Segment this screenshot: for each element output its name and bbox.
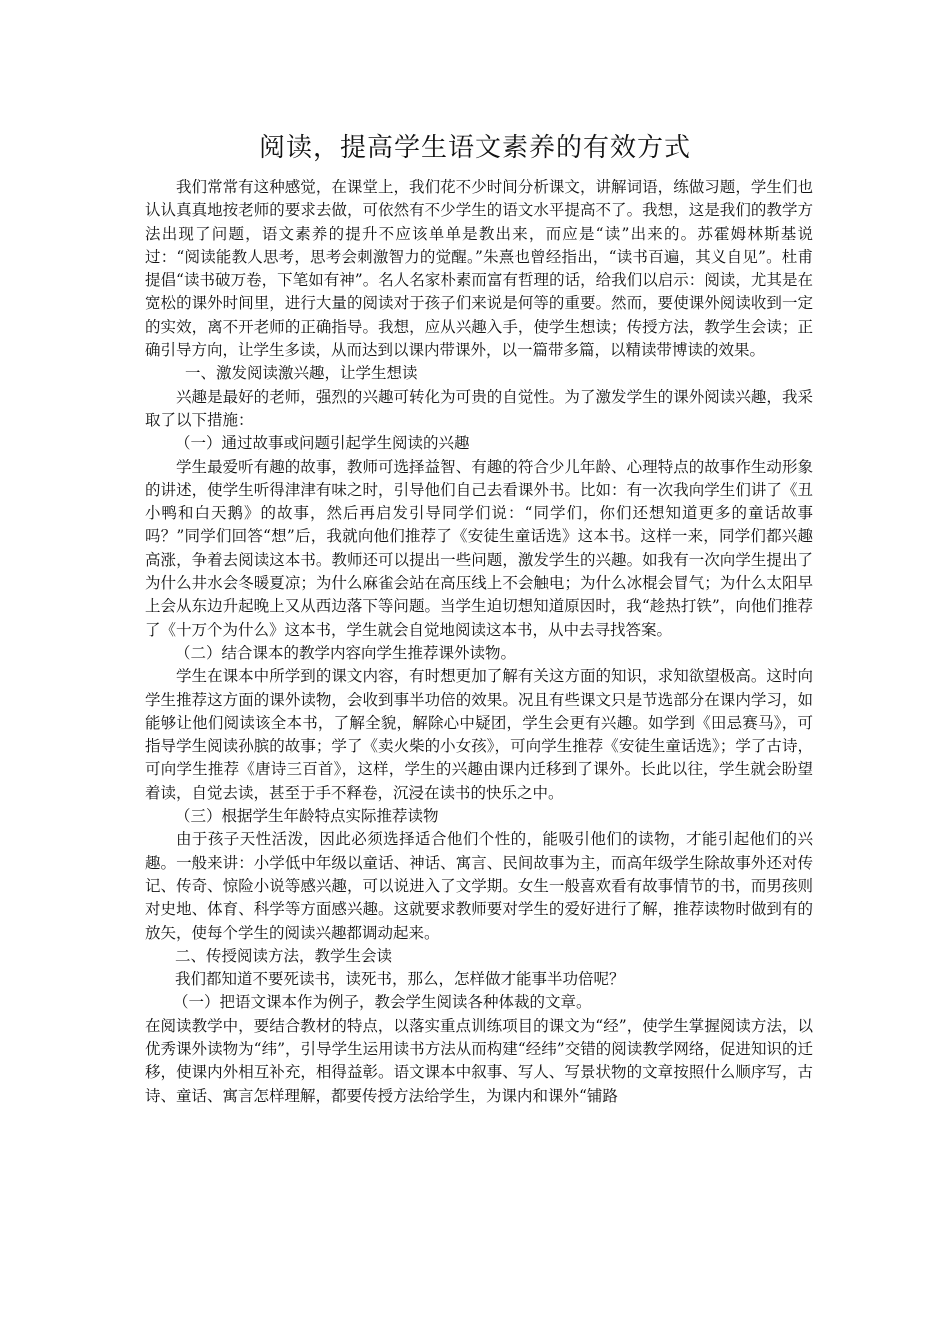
section-heading-2: 二、传授阅读方法，教学生会读 <box>175 946 393 965</box>
document-title: 阅读，提高学生语文素养的有效方式 <box>258 133 691 163</box>
intro-paragraph: 我们常常有这种感觉，在课堂上，我们花不少时间分析课文，讲解词语，练做习题，学生们也认认真真地按老师的要求去做，可依然有不少学生的语文水平提高不了。我想，这是我们的教学方法出现了问题，语文素养的提升不应该单单是教出来，而应是“读”出来的。苏霍姆林斯基说过：“阅读能教人思考，思考会刺激智力的觉醒。”朱熹也曾经指出，“读书百遍，其义自见”。杜甫提倡“读书破万卷，下笔如有神”。名人名家朴素而富有哲理的话，给我们以启示：阅读，尤其是在宽松的课外时间里，进行大量的阅读对于孩子们来说是何等的重要。然而，要使课外阅读收到一定的实效，离不开老师的正确指导。我想，应从兴趣入手，使学生想读；传授方法，教学生会读；正确引导方向，让学生多读，从而达到以课内带课外，以一篇带多篇，以精读带博读的效果。 <box>145 178 813 360</box>
paragraph: 学生最爱听有趣的故事，教师可选择益智、有趣的符合少儿年龄、心理特点的故事作生动形象的讲述，使学生听得津津有味之时，引导他们自己去看课外书。比如：有一次我向学生们讲了《丑小鸭和白天鹅》的故事，然后再启发引导同学们说：“同学们，你们还想知道更多的童话故事吗？”同学们回答“想”后，我就向他们推荐了《安徒生童话选》这本书。这样一来，同学们都兴趣高涨，争着去阅读这本书。教师还可以提出一些问题，激发学生的兴趣。如我有一次向学生提出了为什么井水会冬暖夏凉；为什么麻雀会站在高压线上不会触电；为什么冰棍会冒气；为什么太阳早上会从东边升起晚上又从西边落下等问题。当学生迫切想知道原因时，我“趁热打铁”，向他们推荐了《十万个为什么》这本书，学生就会自觉地阅读这本书，从中去寻找答案。 <box>145 457 813 639</box>
paragraph: 兴趣是最好的老师，强烈的兴趣可转化为可贵的自觉性。为了激发学生的课外阅读兴趣，我采取了以下措施： <box>145 387 813 429</box>
subsection-heading-1-3: （三）根据学生年龄特点实际推荐读物 <box>175 807 439 826</box>
paragraph: 学生在课本中所学到的课文内容，有时想更加了解有关这方面的知识，求知欲望极高。这时向学生推荐这方面的课外读物，会收到事半功倍的效果。况且有些课文只是节选部分在课内学习，如能够让他们阅读该全本书，了解全貌，解除心中疑团，学生会更有兴趣。如学到《田忌赛马》，可指导学生阅读孙膑的故事；学了《卖火柴的小女孩》，可向学生推荐《安徒生童话选》；学了古诗，可向学生推荐《唐诗三百首》，这样，学生的兴趣由课内迁移到了课外。长此以往，学生就会盼望着读，自觉去读，甚至于手不释卷，沉浸在读书的快乐之中。 <box>145 667 813 802</box>
subsection-heading-2-1: （一）把语文课本作为例子，教会学生阅读各种体裁的文章。 <box>173 993 592 1012</box>
paragraph: 在阅读教学中，要结合教材的特点，以落实重点训练项目的课文为“经”，使学生掌握阅读方法，以优秀课外读物为“纬”，引导学生运用读书方法从而构建“经纬”交错的阅读教学网络，促进知识的迁移，使课内外相互补充，相得益彰。语文课本中叙事、写人、写景状物的文章按照什么顺序写，古诗、童话、寓言怎样理解，都要传授方法给学生，为课内和课外“铺路 <box>145 1016 813 1105</box>
subsection-heading-1-2: （二）结合课本的教学内容向学生推荐课外读物。 <box>175 643 517 662</box>
paragraph: 我们都知道不要死读书，读死书，那么，怎样做才能事半功倍呢？ <box>175 970 625 989</box>
document-body <box>145 176 813 1108</box>
subsection-heading-1-1: （一）通过故事或问题引起学生阅读的兴趣 <box>175 434 470 453</box>
paragraph: 由于孩子天性活泼，因此必须选择适合他们个性的，能吸引他们的读物，才能引起他们的兴趣。一般来讲：小学低中年级以童话、神话、寓言、民间故事为主，而高年级学生除故事外还对传记、传奇、惊险小说等感兴趣，可以说进入了文学期。女生一般喜欢看有故事情节的书，而男孩则对史地、体育、科学等方面感兴趣。这就要求教师要对学生的爱好进行了解，推荐读物时做到有的放矢，使每个学生的阅读兴趣都调动起来。 <box>145 830 813 942</box>
section-heading-1: 一、激发阅读激兴趣，让学生想读 <box>185 364 418 383</box>
